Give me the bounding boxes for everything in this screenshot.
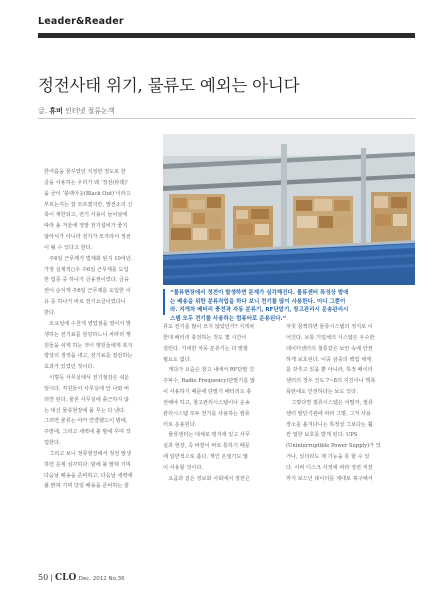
byline-rule	[38, 118, 415, 119]
issue-info: Dec. 2012 No.36	[78, 576, 125, 582]
text-line: 않아서가 아니라 전기가 모자라서 정전	[44, 234, 131, 241]
text-line: 실과 현장, 즉 바깥이 바로 통하기 때문	[163, 443, 250, 450]
pull-quote-line: 스템 모두 전기를 사용하는 컴퓨터로 운용된다.”	[170, 315, 287, 322]
pull-quote-text	[170, 289, 349, 323]
text-line: 축이 제한되고, 전기 사용이 늘어날에	[44, 212, 128, 219]
text-line: 이 사용하기 때문에 단말기 배터리도 충	[163, 389, 252, 396]
text-line: 센터의 경우 진도 7~8의 지진이나 핵폭	[286, 378, 376, 385]
page-footer	[38, 573, 125, 583]
text-line: 다. 서버 디스크 사정에 따라 정전 직전	[286, 464, 373, 471]
text-line: 걸린다. 거대한 자동 분류기는 더 말할	[163, 345, 249, 352]
text-line: 생하는 전기료를 감당하느니 차라리 행	[44, 331, 131, 338]
author-name: 휴버	[49, 107, 63, 115]
text-line: 데이터센터의 철통같은 보안 속에 안전	[286, 345, 373, 352]
text-line: 권이 순식게 주6일 근무제를 도입한 이	[44, 288, 131, 295]
pull-quote-bar	[163, 289, 165, 315]
text-line: 하게 보호된다. 이중 삼중의 백업 체계	[286, 356, 372, 363]
text-line: 센터 말단기관에 따라 그렇, 그저 사용	[286, 410, 372, 417]
text-line: 게다가 요즘은 창고 내에서 RF단말 진	[163, 367, 255, 374]
text-line: 씬 열한 보호를 받게 된다. UPS	[286, 432, 358, 439]
text-line: 까지 보으던 데이터를 제대로 복구해서	[286, 475, 373, 482]
text-line: 를 갖추고 있을 뿐 아니라, 특정 페이터	[286, 367, 373, 374]
text-line: 자칫 꿈찍하면 물류시스템의 정지로 이	[286, 324, 373, 330]
text-line: 에 일반적으로 좁다. 개인 온열기도 많	[163, 454, 249, 461]
text-line: 장소를 올겨다니는 특정상 그보다는 훨	[286, 421, 373, 428]
text-line: 주파수, Radio Frequency)단말기를 많	[163, 378, 255, 385]
footer-separator: |	[50, 574, 53, 582]
text-line: 필요도 없다.	[163, 356, 192, 363]
text-line: 한여름을 꿈꾸었던 지정한 정도로 한	[44, 169, 126, 175]
text-line: 가장 실제적○우 주6일 근무제를 도입	[44, 266, 129, 273]
text-line: 터로 운용된다.	[163, 421, 197, 428]
text-line: 을 굳이 ‘블랙아웃(Black Out)’이라고	[44, 190, 131, 197]
magazine-name: CLO	[55, 573, 77, 583]
text-line: 물류센터는 대체로 평지에 있고 사무	[163, 432, 250, 439]
pull-quote-line: 라. 지게차 배터리 충전과 자동 분류기, RF단말기, 창고관리시 운송관리시	[170, 307, 349, 314]
text-line: 그렇다면 절류시스템은 어떨까, 절류	[286, 399, 373, 406]
text-line: 한 업종 중 하나가 금융권이었다. 금융	[44, 277, 130, 284]
text-line: 이 사용할 것이다.	[163, 464, 204, 471]
header-rule	[38, 33, 415, 38]
text-line: 주6일 근무제가 법제화 된지 10여년.	[44, 255, 133, 262]
text-line: 요즘과 같은 정보화 사회에서 정전은	[163, 475, 250, 482]
column-3	[286, 322, 406, 485]
text-line: 하면 문제 심각하다. 밤에 불 밝혀 기며	[44, 461, 131, 468]
text-line: 이렇듯 사무실에서 전기절감은 쉬운	[44, 375, 130, 382]
byline	[38, 106, 115, 116]
pull-quote	[163, 289, 415, 322]
byline-prefix: 글.	[38, 107, 47, 115]
article-title: 정전사태 위기, 물류도 예외는 아니다	[38, 76, 300, 95]
author-role: 인터넷 절류논객	[65, 107, 115, 115]
text-line: 류도 전기를 많이 쓰지 않았던가? 지게차	[163, 324, 255, 330]
text-line: 전해야 하고, 창고관리시스템이나 운송	[163, 399, 250, 406]
pull-quote-line: “물류현장에서 정전이 발생하면 문제가 심각해진다. 물류센터 특성상 밤에	[170, 290, 349, 296]
text-line: 업한다.	[44, 440, 61, 447]
section-tag: Leader&Reader	[38, 16, 124, 27]
text-line: 불 밝혀 기며 당일 배송을 준비하는 물	[44, 483, 130, 490]
warehouse-photo-illustration	[163, 134, 415, 285]
text-line: 주말에, 그리고 새벽에 볼 밤에 꾸며 작	[44, 429, 131, 436]
text-line: 어진다. 보통 기업체의 시스템은 우수한	[286, 334, 375, 341]
text-line: 폭탄에도 안전하다는 보도 있다.	[286, 389, 358, 396]
text-line: 향상의 생색을 내고, 전기료를 절감하는	[44, 353, 133, 360]
text-line: 한대 배터리 충전하는 것도 몇 시간이	[163, 334, 247, 341]
text-line: 원들을 쉬게 하는 것이 행원들에게 복지	[44, 342, 133, 349]
text-line: 토요일에 수천개 영업점을 열어서 발	[44, 320, 131, 327]
text-line: 효과가 있었던 것이다.	[44, 364, 95, 371]
text-line: 글을 사용하는 우리가 왜 ‘정전(停電)’	[44, 179, 129, 186]
text-line: 는 대신 물류현장에 몰 무는 다 낸다.	[44, 407, 126, 414]
text-line: 따라 올 겨울에 정말 전기설비가 좋지	[44, 223, 128, 230]
text-line: 일이다. 직원들이 사무실에 안 나와 버	[44, 385, 130, 392]
column-1	[44, 167, 154, 492]
pull-quote-line: 는 배송을 위한 분류작업을 하다 보니 전기를 많이 사용한다. 어디 그뿐이	[170, 298, 346, 305]
text-line: 리면 된다. 물론 사무실에 출근하지 않	[44, 396, 130, 403]
warehouse-photo	[163, 134, 415, 285]
text-line: (Uninterruptible Power Supply)가 있	[286, 443, 381, 450]
column-2	[163, 322, 274, 485]
text-line: 부르는지는 잘 모르겠지만, 발전소의 신	[44, 201, 133, 208]
text-line: 이 될 수 있다고 한다.	[44, 244, 93, 251]
text-line: 유 중 하나가 바로 전기요금이었다니	[44, 299, 126, 306]
text-line: 그리고 보니 정류현장에서 정전 발생	[44, 450, 131, 457]
page-number: 50	[38, 573, 49, 582]
text-line: 거나, 있더라도 제 기능을 못 할 수 있	[286, 454, 370, 461]
text-line: 관리시스템 모두 전기를 사용하는 컴퓨	[163, 410, 250, 417]
text-line: 한다.	[44, 309, 56, 316]
text-line: 그러면 물류는 야카 연결했드이 밤에,	[44, 418, 128, 425]
text-line: 다음날 배송을 준비하고, 다음날 새벽에	[44, 472, 133, 479]
